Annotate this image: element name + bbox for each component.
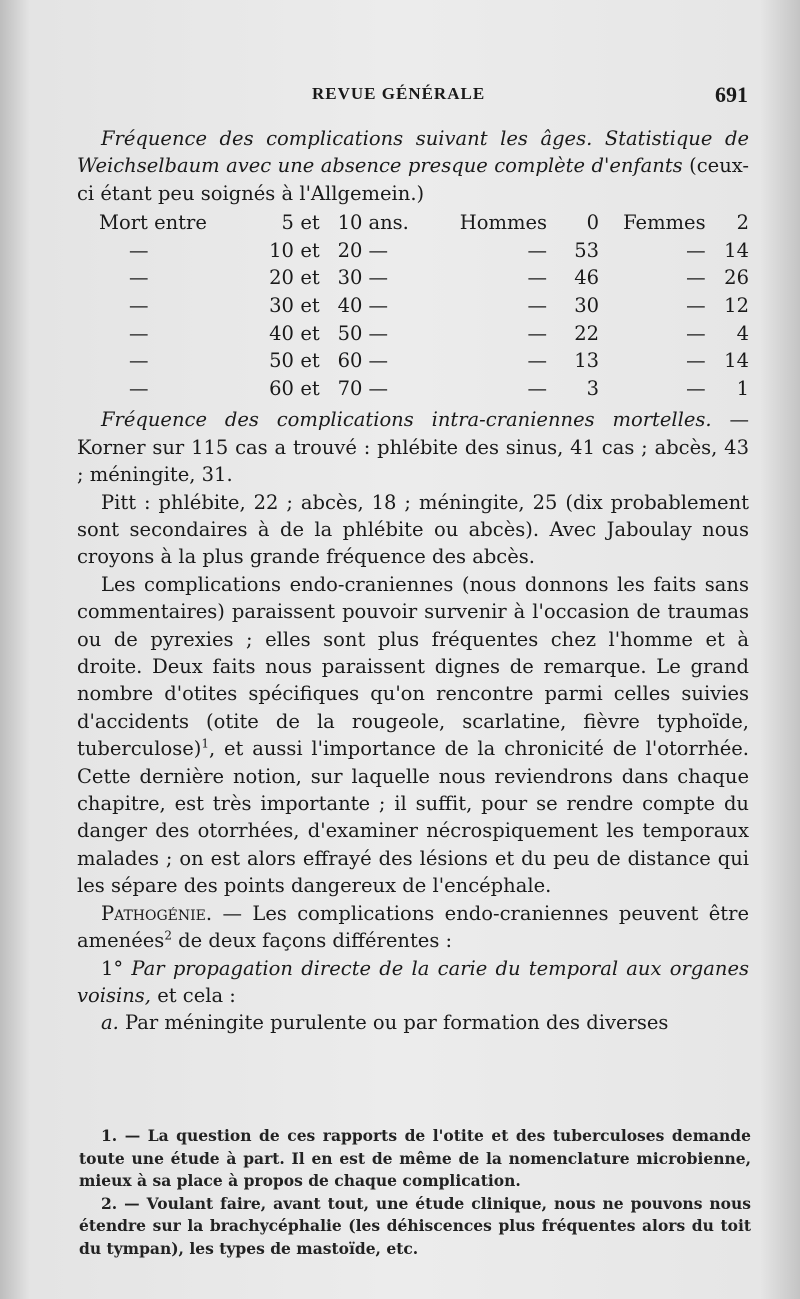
paragraph-mortality	[77, 406, 749, 488]
complications-after: , et aussi l'importance de la chronicité de l'otorrhée. Cette dernière notion, sur laquelle nous reviendrons dans chaque chapitre, est très importante ; il suffit, pour se rendre compte du danger des otorrhées, d'examiner nécrospiquement les temporaux malades ; on est alors effrayé des lésions et du peu de distance qui les sépare des points dangereux de l'encéphale.	[77, 737, 749, 898]
age-statistics-table	[99, 209, 749, 402]
row-label: —	[129, 321, 149, 345]
age-et: et	[300, 211, 320, 235]
men-label: Hommes	[459, 211, 548, 235]
table-row	[99, 237, 749, 265]
age-to: 60	[337, 349, 363, 373]
pathogenie-label: Pathogénie.	[101, 901, 213, 925]
women-count: 14	[724, 349, 749, 373]
paragraph-propagation	[77, 955, 749, 1010]
age-from: 50	[269, 349, 294, 373]
footnote-1-text: — La question de ces rapports de l'otite et des tuberculoses demande toute une étude à part. Il en est de même de la nomenclature microbienne, mieux à sa place à propos de chaque complication.	[79, 1126, 751, 1191]
table-row	[99, 375, 749, 403]
row-label: —	[129, 349, 149, 373]
paragraph-pitt: Pitt : phlébite, 22 ; abcès, 18 ; méningite, 25 (dix probablement sont secondaires à de la phlébite ou abcès). Avec Jaboulay nous croyons à la plus grande fréquence des abcès.	[77, 490, 749, 569]
meningite-text: Par méningite purulente ou par formation des diverses	[118, 1011, 669, 1035]
men-count: 46	[574, 266, 600, 290]
age-et: et	[300, 349, 320, 373]
row-label: Mort entre	[99, 211, 207, 235]
age-unit: —	[368, 238, 388, 262]
footnote-2	[79, 1193, 751, 1261]
age-unit: —	[368, 321, 388, 345]
propagation-italic: Par propagation directe de la carie du temporal aux organes voisins,	[77, 956, 749, 1007]
footnote-2-num: 2.	[101, 1193, 118, 1213]
age-from: 5	[281, 211, 294, 235]
men-count: 3	[586, 376, 600, 400]
women-label: —	[686, 294, 706, 317]
age-from: 30	[269, 294, 294, 317]
women-label: Femmes	[623, 211, 706, 235]
women-count: 26	[724, 266, 749, 290]
pathogenie-text2: de deux façons différentes :	[171, 929, 453, 953]
men-label: —	[527, 349, 548, 373]
age-et: et	[300, 238, 320, 262]
age-to: 20	[337, 238, 363, 262]
age-et: et	[300, 266, 320, 290]
age-from: 20	[269, 266, 294, 290]
mortality-rest: — Korner sur 115 cas a trouvé : phlébite des sinus, 41 cas ; abcès, 43 ; méningite, 31.	[77, 408, 749, 487]
women-count: 2	[736, 211, 749, 235]
women-count: 1	[736, 376, 749, 400]
age-to: 40	[337, 294, 363, 317]
table-row	[99, 264, 749, 292]
table-row	[99, 292, 749, 320]
mortality-italic: Fréquence des complications intra-craniennes mortelles.	[101, 408, 712, 432]
age-et: et	[300, 294, 320, 317]
running-title: REVUE GÉNÉRALE	[312, 84, 486, 103]
age-unit: ans.	[368, 211, 409, 235]
table-row	[99, 320, 749, 348]
women-label: —	[686, 349, 706, 373]
age-to: 50	[337, 321, 363, 345]
age-unit: —	[368, 266, 388, 290]
women-label: —	[686, 376, 706, 400]
age-from: 10	[269, 238, 294, 262]
men-count: 30	[574, 294, 600, 317]
complications-before: Les complications endo-craniennes (nous donnons les faits sans commentaires) paraissent pouvoir survenir à l'occasion de traumas ou de pyrexies ; elles sont plus fréquentes chez l'homme et à droite. Deux faits nous paraissent dignes de remarque. Le grand nombre d'otites spécifiques qu'on rencontre parmi celles suivies d'accidents (otite de la rougeole, scarlatine, fièvre typhoïde, tuberculose)	[77, 572, 749, 761]
age-et: et	[300, 376, 320, 400]
row-label: —	[129, 294, 149, 317]
body-text	[77, 125, 749, 1037]
men-label: —	[527, 266, 548, 290]
women-label: —	[686, 321, 706, 345]
age-et: et	[300, 321, 320, 345]
women-count: 12	[724, 294, 749, 317]
table-row	[99, 209, 749, 237]
intro-rest: (ceux-ci étant peu soignés à l'Allgemein.)	[77, 154, 750, 205]
men-count: 13	[574, 349, 600, 373]
propagation-rest: et cela :	[151, 983, 236, 1007]
footnotes	[79, 1125, 751, 1261]
women-label: —	[686, 238, 706, 262]
intro-paragraph	[77, 125, 749, 207]
men-count: 53	[574, 238, 600, 262]
meningite-letter: a.	[101, 1011, 119, 1035]
men-count: 0	[586, 211, 600, 235]
page-number: 691	[715, 82, 748, 107]
women-count: 4	[736, 321, 749, 345]
footnote-2-text: — Voulant faire, avant tout, une étude clinique, nous ne pouvons nous étendre sur la brachycéphalie (les déhiscences plus fréquentes alors du toit du tympan), les types de mastoïde, etc.	[79, 1193, 751, 1258]
age-to: 10	[337, 211, 363, 235]
propagation-num: 1°	[101, 956, 124, 980]
age-unit: —	[368, 376, 388, 400]
pathogenie-text1: — Les complications endo-craniennes peuvent être amenées	[77, 901, 749, 953]
footnote-ref-1: 1	[201, 736, 209, 751]
men-label: —	[527, 238, 548, 262]
row-label: —	[129, 238, 149, 262]
row-label: —	[129, 266, 149, 290]
paragraph-pathogenie	[77, 900, 749, 955]
age-unit: —	[368, 294, 388, 317]
age-to: 70	[337, 376, 363, 400]
women-label: —	[686, 266, 706, 290]
row-label: —	[129, 376, 149, 400]
age-unit: —	[368, 349, 388, 373]
paragraph-meningite	[77, 1009, 749, 1036]
men-count: 22	[574, 321, 600, 345]
page-header	[0, 84, 800, 114]
men-label: —	[527, 294, 548, 317]
table-row	[99, 347, 749, 375]
paragraph-complications	[77, 571, 749, 900]
footnote-ref-2: 2	[164, 928, 172, 943]
intro-italic: Fréquence des complications suivant les âges. Statistique de Weichselbaum avec une absence presque complète d'enfants	[77, 127, 749, 178]
age-from: 40	[269, 321, 294, 345]
age-from: 60	[269, 376, 294, 400]
men-label: —	[527, 321, 548, 345]
footnote-1	[79, 1125, 751, 1193]
men-label: —	[527, 376, 548, 400]
age-to: 30	[337, 266, 363, 290]
women-count: 14	[724, 238, 749, 262]
footnote-1-num: 1.	[101, 1126, 118, 1145]
